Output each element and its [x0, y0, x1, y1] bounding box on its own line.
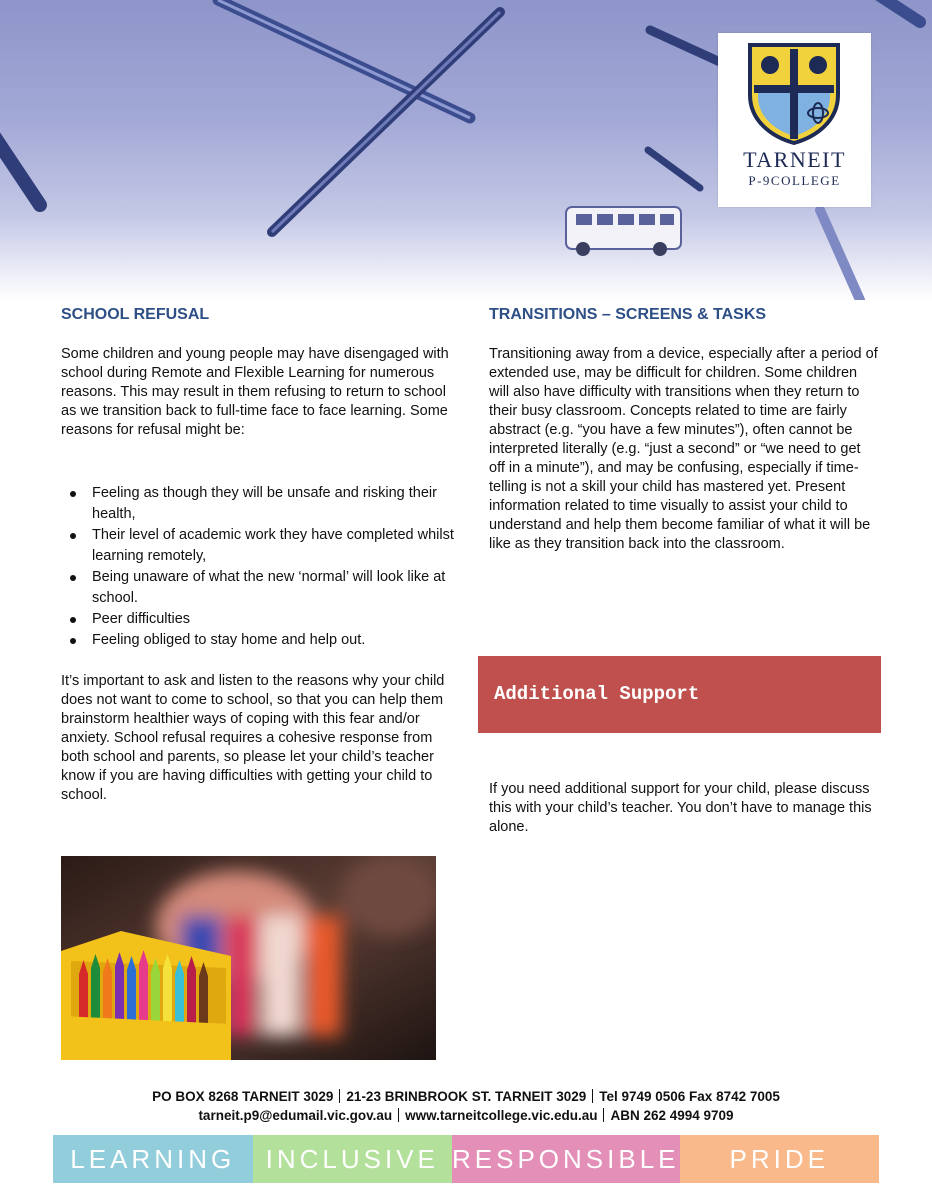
value-responsible: RESPONSIBLE — [452, 1135, 680, 1183]
bullet-icon — [70, 575, 76, 581]
bullet-icon — [70, 533, 76, 539]
list-item: Peer difficulties — [68, 609, 468, 630]
list-item: Being unaware of what the new ‘normal’ will look like at school. — [68, 567, 468, 609]
additional-support-label: Additional Support — [494, 683, 700, 705]
contact-line-2: tarneit.p9@edumail.vic.gov.au www.tarneitcollege.vic.edu.au ABN 262 4994 9709 — [198, 1108, 734, 1123]
divider — [398, 1108, 399, 1122]
transitions-heading: TRANSITIONS – SCREENS & TASKS — [489, 306, 767, 323]
bullet-icon — [70, 638, 76, 644]
value-pride: PRIDE — [680, 1135, 880, 1183]
crayons-photo — [61, 856, 436, 1060]
additional-support-banner — [478, 656, 881, 733]
school-refusal-heading: SCHOOL REFUSAL — [61, 306, 210, 323]
refusal-reasons-list — [68, 483, 468, 651]
pencil-5 — [880, 0, 920, 22]
list-item: Feeling obliged to stay home and help out. — [68, 630, 468, 651]
transitions-body: Transitioning away from a device, especially after a period of extended use, may be difficult for children. Some children will also have difficulty with transitions when they return to their busy classroom. Concepts related to time are fairly abstract (e.g. “you have a few minutes”), often cannot be interpreted literally (e.g. “just a second” or “we need to get off in a minute”), and may be confusing, especially if time-telling is not a skill your child has mastered yet. Present information related to time visually to assist your child to understand and help them become familiar of what it will be like as they transition back into the classroom. — [489, 346, 878, 552]
email-link[interactable]: tarneit.p9@edumail.vic.gov.au — [198, 1108, 393, 1123]
school-refusal-closing: It’s important to ask and listen to the reasons why your child does not want to come to school, so that you can help them brainstorm healthier ways of coping with this fear and/or anxiety. School refusal requires a cohesive response from both school and parents, so please let your child’s teacher know if you are having difficulties with getting your child to school. — [61, 673, 445, 803]
additional-support-body: If you need additional support for your child, please discuss this with your child’s teacher. You don’t have to manage this alone. — [489, 781, 872, 835]
website-link[interactable]: www.tarneitcollege.vic.edu.au — [405, 1108, 598, 1123]
bullet-icon — [70, 491, 76, 497]
pencil-3 — [0, 130, 40, 205]
divider — [592, 1089, 593, 1103]
value-learning: LEARNING — [53, 1135, 253, 1183]
hero-banner — [0, 0, 932, 300]
school-bus-icon — [566, 207, 681, 256]
bullet-icon — [70, 617, 76, 623]
logo-name: TARNEIT — [743, 147, 846, 172]
college-crest-icon — [746, 41, 842, 145]
logo-subname: P-9COLLEGE — [748, 173, 841, 188]
pencil-1 — [218, 0, 470, 118]
school-values-bar — [53, 1135, 879, 1183]
divider — [603, 1108, 604, 1122]
school-refusal-intro: Some children and young people may have disengaged with school during Remote and Flexible Learning for numerous reasons. This may result in them refusing to return to school as we transition back to full-time face to face learning. Some reasons for refusal might be: — [61, 346, 449, 438]
college-logo — [718, 33, 871, 207]
divider — [339, 1089, 340, 1103]
list-item: Feeling as though they will be unsafe and risking their health, — [68, 483, 468, 525]
list-item: Their level of academic work they have completed whilst learning remotely, — [68, 525, 468, 567]
value-inclusive: INCLUSIVE — [253, 1135, 453, 1183]
contact-line-1: PO BOX 8268 TARNEIT 3029 21-23 BRINBROOK ST. TARNEIT 3029 Tel 9749 0506 Fax 8742 7005 — [152, 1089, 780, 1104]
